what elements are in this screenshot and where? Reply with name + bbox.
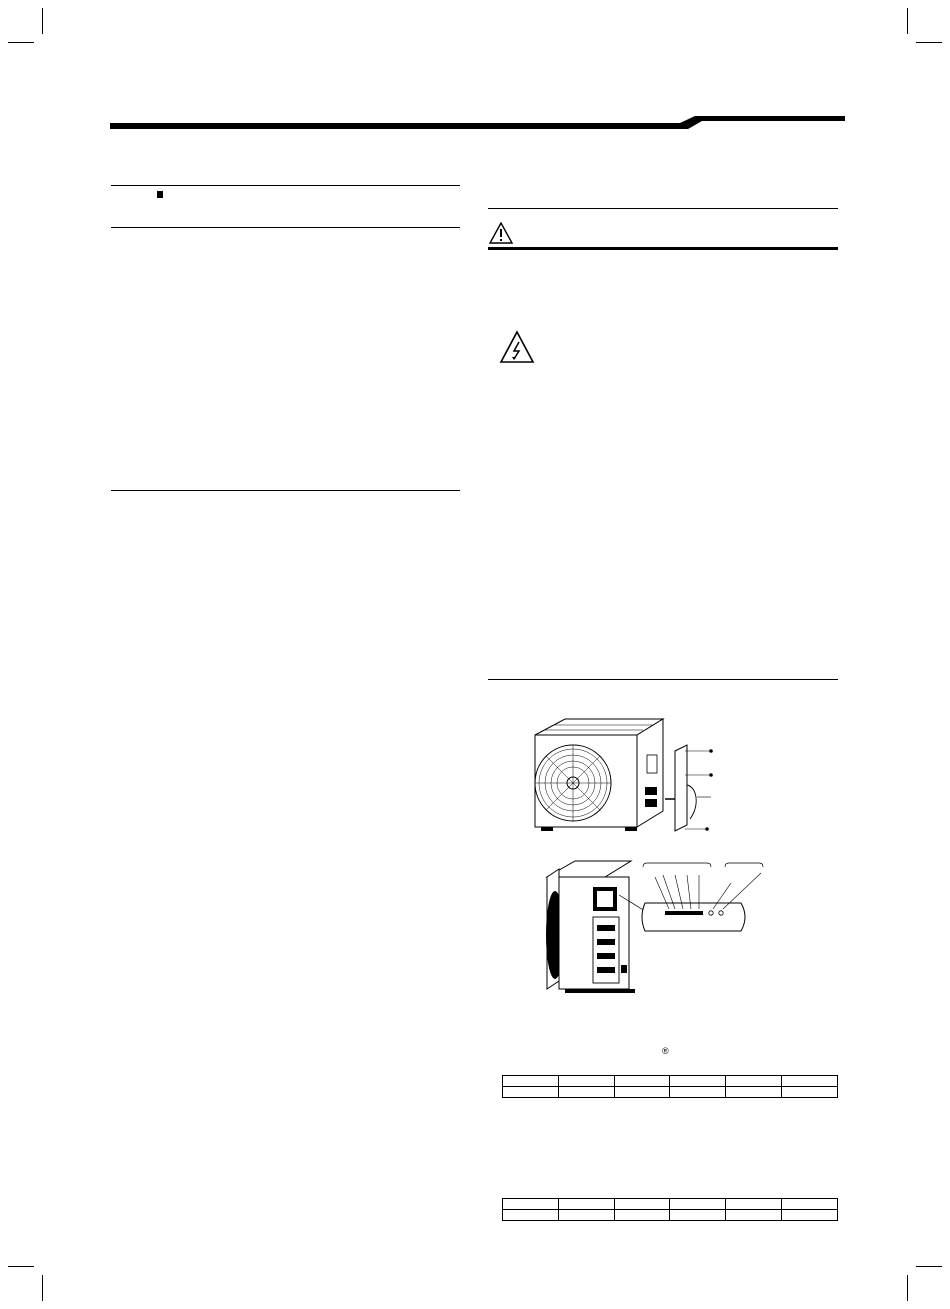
table-cell	[670, 1087, 726, 1098]
table-cell	[503, 1076, 559, 1087]
table-cell	[726, 1199, 782, 1210]
crop-mark-bottom-left-v	[42, 1275, 43, 1301]
table-cell	[726, 1087, 782, 1098]
left-section-top-rule	[111, 185, 460, 186]
table-cell	[614, 1076, 670, 1087]
table-cell	[558, 1076, 614, 1087]
table-row	[503, 1087, 838, 1098]
registered-mark: ®	[662, 1046, 669, 1056]
data-table-2	[502, 1198, 838, 1221]
electric-shock-hazard-icon	[499, 330, 535, 364]
crop-mark-top-right-v	[907, 8, 908, 34]
table-cell	[726, 1076, 782, 1087]
crop-mark-bottom-right-v	[907, 1275, 908, 1301]
left-section-divider-rule	[111, 490, 460, 491]
table-cell	[670, 1199, 726, 1210]
warning-triangle-icon	[489, 222, 513, 244]
table-cell	[558, 1199, 614, 1210]
black-square-bullet-icon	[157, 191, 163, 198]
crop-mark-bottom-right-h	[916, 1266, 942, 1267]
right-section-divider-rule	[488, 679, 838, 680]
outdoor-unit-side-cover-removal	[525, 715, 740, 840]
table-row	[503, 1210, 838, 1221]
left-section-header-bottom-rule	[111, 227, 460, 228]
crop-mark-top-left-h	[8, 42, 34, 43]
table-cell	[782, 1087, 838, 1098]
table-cell	[503, 1210, 559, 1221]
table-row	[503, 1076, 838, 1087]
table-cell	[782, 1076, 838, 1087]
table-cell	[614, 1087, 670, 1098]
page-header-rule	[110, 115, 845, 131]
crop-mark-top-right-h	[916, 42, 942, 43]
warning-box-heading-rule	[488, 247, 838, 250]
table-cell	[670, 1076, 726, 1087]
table-cell	[726, 1210, 782, 1221]
table-cell	[614, 1210, 670, 1221]
table-cell	[782, 1210, 838, 1221]
table-cell	[558, 1087, 614, 1098]
outdoor-unit-service-ports	[535, 855, 775, 997]
table-cell	[614, 1199, 670, 1210]
table-row	[503, 1199, 838, 1210]
table-cell	[503, 1199, 559, 1210]
table-cell	[503, 1087, 559, 1098]
table-cell	[670, 1210, 726, 1221]
warning-box-top-rule	[488, 208, 838, 209]
crop-mark-bottom-left-h	[8, 1266, 34, 1267]
table-cell	[558, 1210, 614, 1221]
crop-mark-top-left-v	[42, 8, 43, 34]
table-cell	[782, 1199, 838, 1210]
data-table-1	[502, 1075, 838, 1098]
